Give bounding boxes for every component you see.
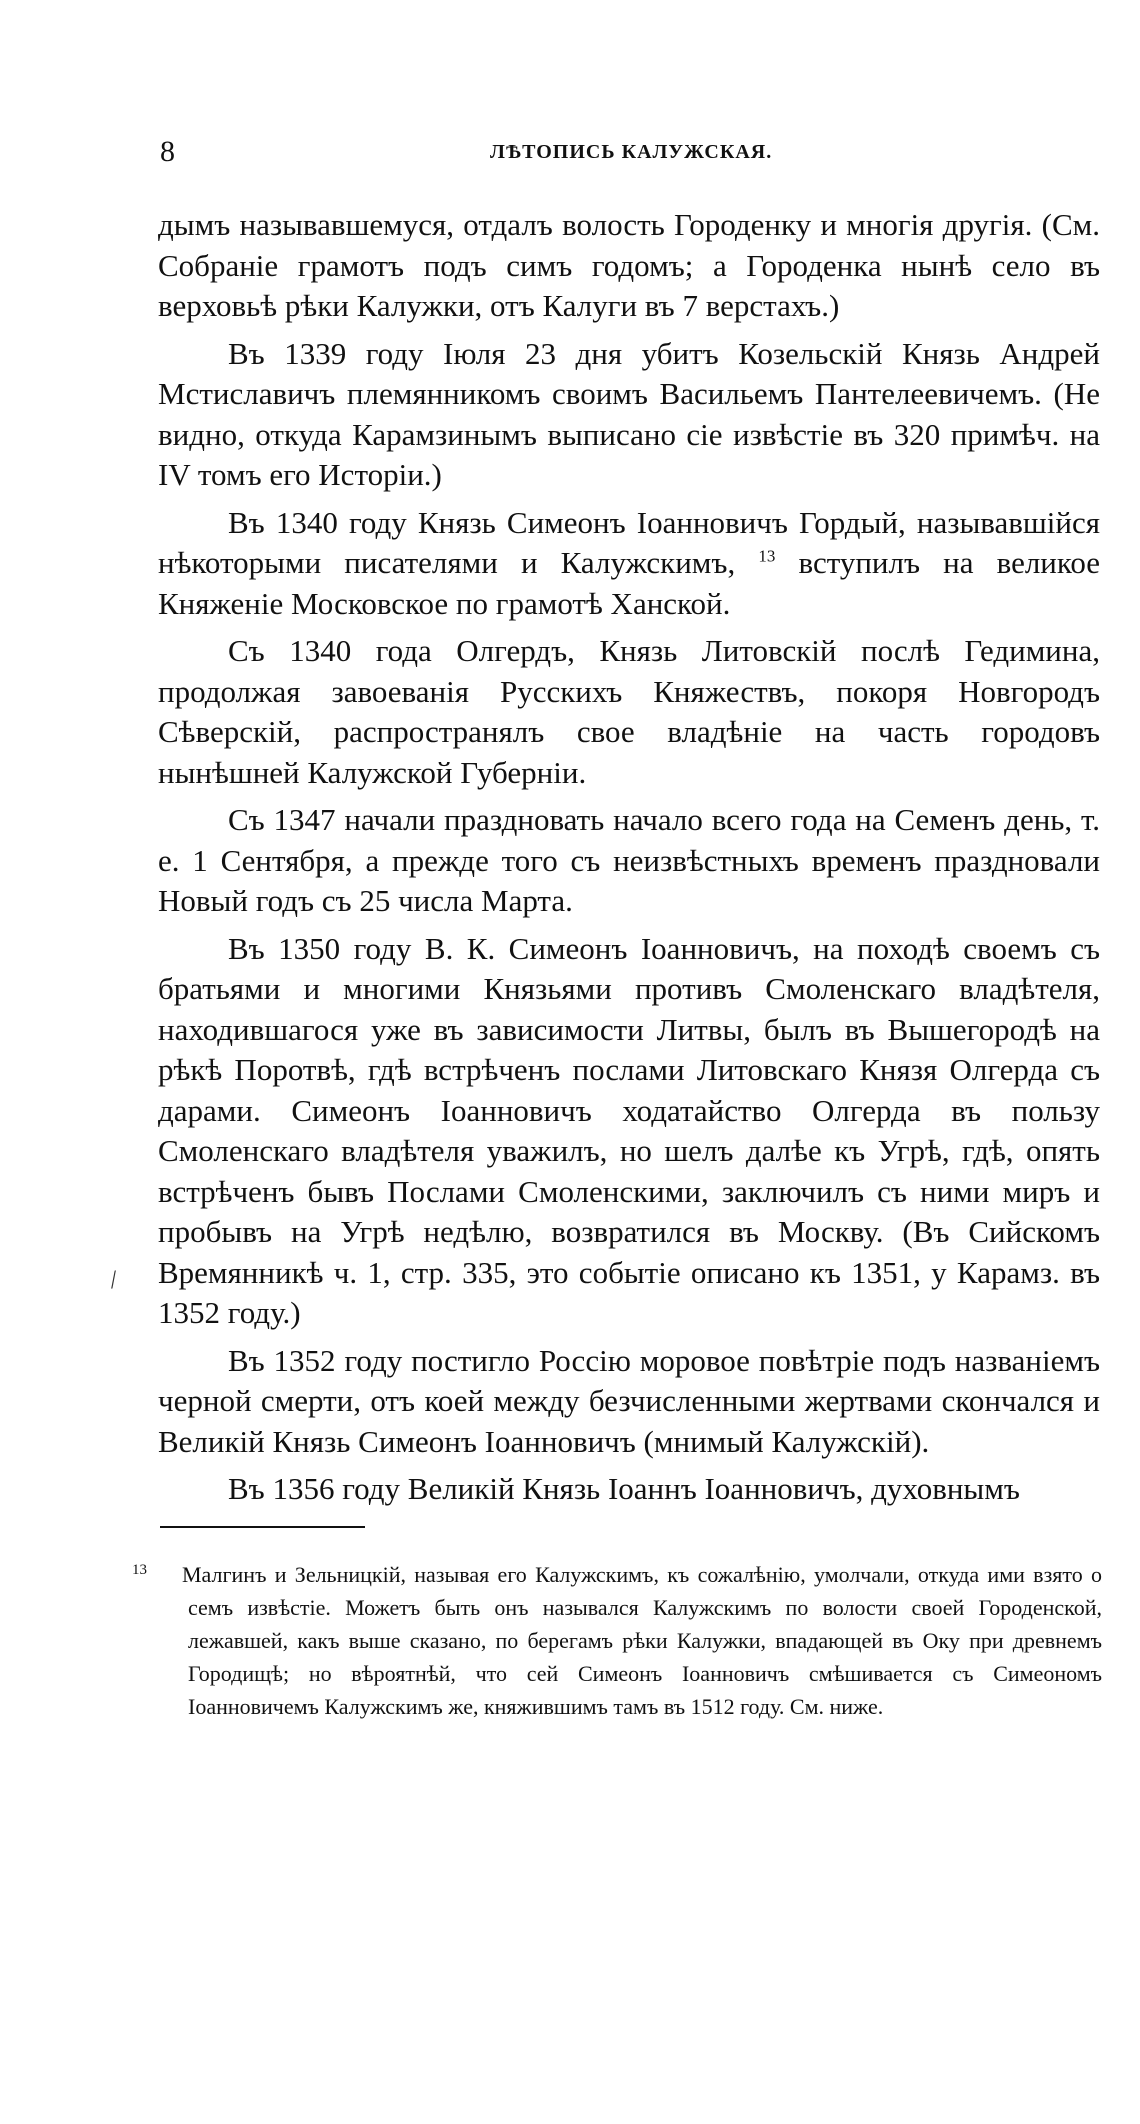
paragraph-continued: дымъ называвшемуся, отдалъ волость Городенку и многія другія. (См. Собраніе грамотъ подъ симъ годомъ; а Городенка нынѣ село въ верховьѣ рѣки Калужки, отъ Калуги въ 7 верстахъ.) [158,207,1100,323]
paragraph-1350: Въ 1350 году В. К. Симеонъ Іоанновичъ, на походѣ своемъ съ братьями и многими Князьями противъ Смоленскаго владѣтеля, находившагося уже въ зависимости Литвы, былъ въ Вышегородѣ на рѣкѣ Поротвѣ, гдѣ встрѣченъ послами Литовскаго Князя Олгерда съ дарами. Симеонъ Іоанновичъ ходатайство Олгерда въ пользу Смоленскаго владѣтеля уважилъ, но шелъ далѣе къ Угрѣ, гдѣ, опять встрѣченъ бывъ Послами Смоленскими, заключилъ съ ними миръ и пробывъ на Угрѣ недѣлю, возвратился въ Москву. (Въ Сийскомъ Времянникѣ ч. 1, стр. 335, это событіе описано къ 1351, у Карамз. въ 1352 году.) [158,930,1100,1330]
handwritten-margin-mark: / [107,1264,120,1295]
footnote-divider [160,1526,365,1528]
page-header [160,135,1100,175]
main-text [158,205,1100,1517]
footnote-reference[interactable]: 13 [758,546,776,566]
footnote-body: 13 Малгинъ и Зельницкій, называя его Калужскимъ, къ сожалѣнію, умолчали, откуда ими взято о семъ извѣстіе. Можетъ быть онъ назывался Калужскимъ по волости своей Городенской, лежавшей, какъ выше сказано, по берегамъ рѣки Калужки, впадающей въ Оку при древнемъ Городищѣ; но вѣроятнѣй, что сей Симеонъ Іоанновичъ смѣшивается съ Симеономъ Іоанновичемъ Калужскимъ же, княжившимъ тамъ въ 1512 году. См. ниже. [132,1561,1102,1719]
footnote-text: Малгинъ и Зельницкій, называя его Калужскимъ, къ сожалѣнію, умолчали, откуда ими взято о семъ извѣстіе. Можетъ быть онъ назывался Калужскимъ по волости своей Городенской, лежавшей, какъ выше сказано, по берегамъ рѣки Калужки, впадающей въ Оку при древнемъ Городищѣ; но вѣроятнѣй, что сей Симеонъ Іоанновичъ смѣшивается съ Симеономъ Іоанновичемъ Калужскимъ же, княжившимъ тамъ въ 1512 году. См. ниже. [182,1562,1102,1719]
paragraph-1352: Въ 1352 году постигло Россію моровое повѣтріе подъ названіемъ черной смерти, отъ коей между безчисленными жертвами скончался и Великій Князь Симеонъ Іоанновичъ (мнимый Калужскій). [158,1342,1100,1459]
paragraph-1356: Въ 1356 году Великій Князь Іоаннъ Іоанновичъ, духовнымъ [228,1471,1020,1506]
paragraph-1340-simeon-part1: Въ 1340 году Князь Симеонъ Іоанновичъ Гордый, называвшійся нѣкоторыми писателями и Калужскимъ, [158,504,1100,580]
paragraph-1340-simeon-part2: вступилъ на великое Княженіе Московское по грамотѣ Ханской. [158,545,1101,621]
page-number: 8 [160,135,175,168]
paragraph-1340-simeon [158,503,1100,625]
running-title: ЛѢТОПИСЬ КАЛУЖСКАЯ. [490,141,773,163]
paragraph-1339: Въ 1339 году Іюля 23 дня убитъ Козельскій Князь Андрей Мстиславичъ племянникомъ своимъ Васильемъ Пантелеевичемъ. (Не видно, откуда Карамзинымъ выписано сіе извѣстіе въ 320 примѣч. на IV томъ его Исторіи.) [158,335,1100,492]
footnote [132,1558,1102,1723]
paragraph-1340-olgerd: Съ 1340 года Олгердъ, Князь Литовскій послѣ Гедимина, продолжая завоеванія Русскихъ Княжествъ, покоря Новгородъ Сѣверскій, распространялъ свое владѣніе на часть городовъ нынѣшней Калужской Губерніи. [158,633,1100,790]
paragraph-1347: Съ 1347 начали праздновать начало всего года на Семенъ день, т. е. 1 Сентября, а прежде того съ неизвѣстныхъ временъ праздновали Новый годъ съ 25 числа Марта. [158,802,1100,918]
